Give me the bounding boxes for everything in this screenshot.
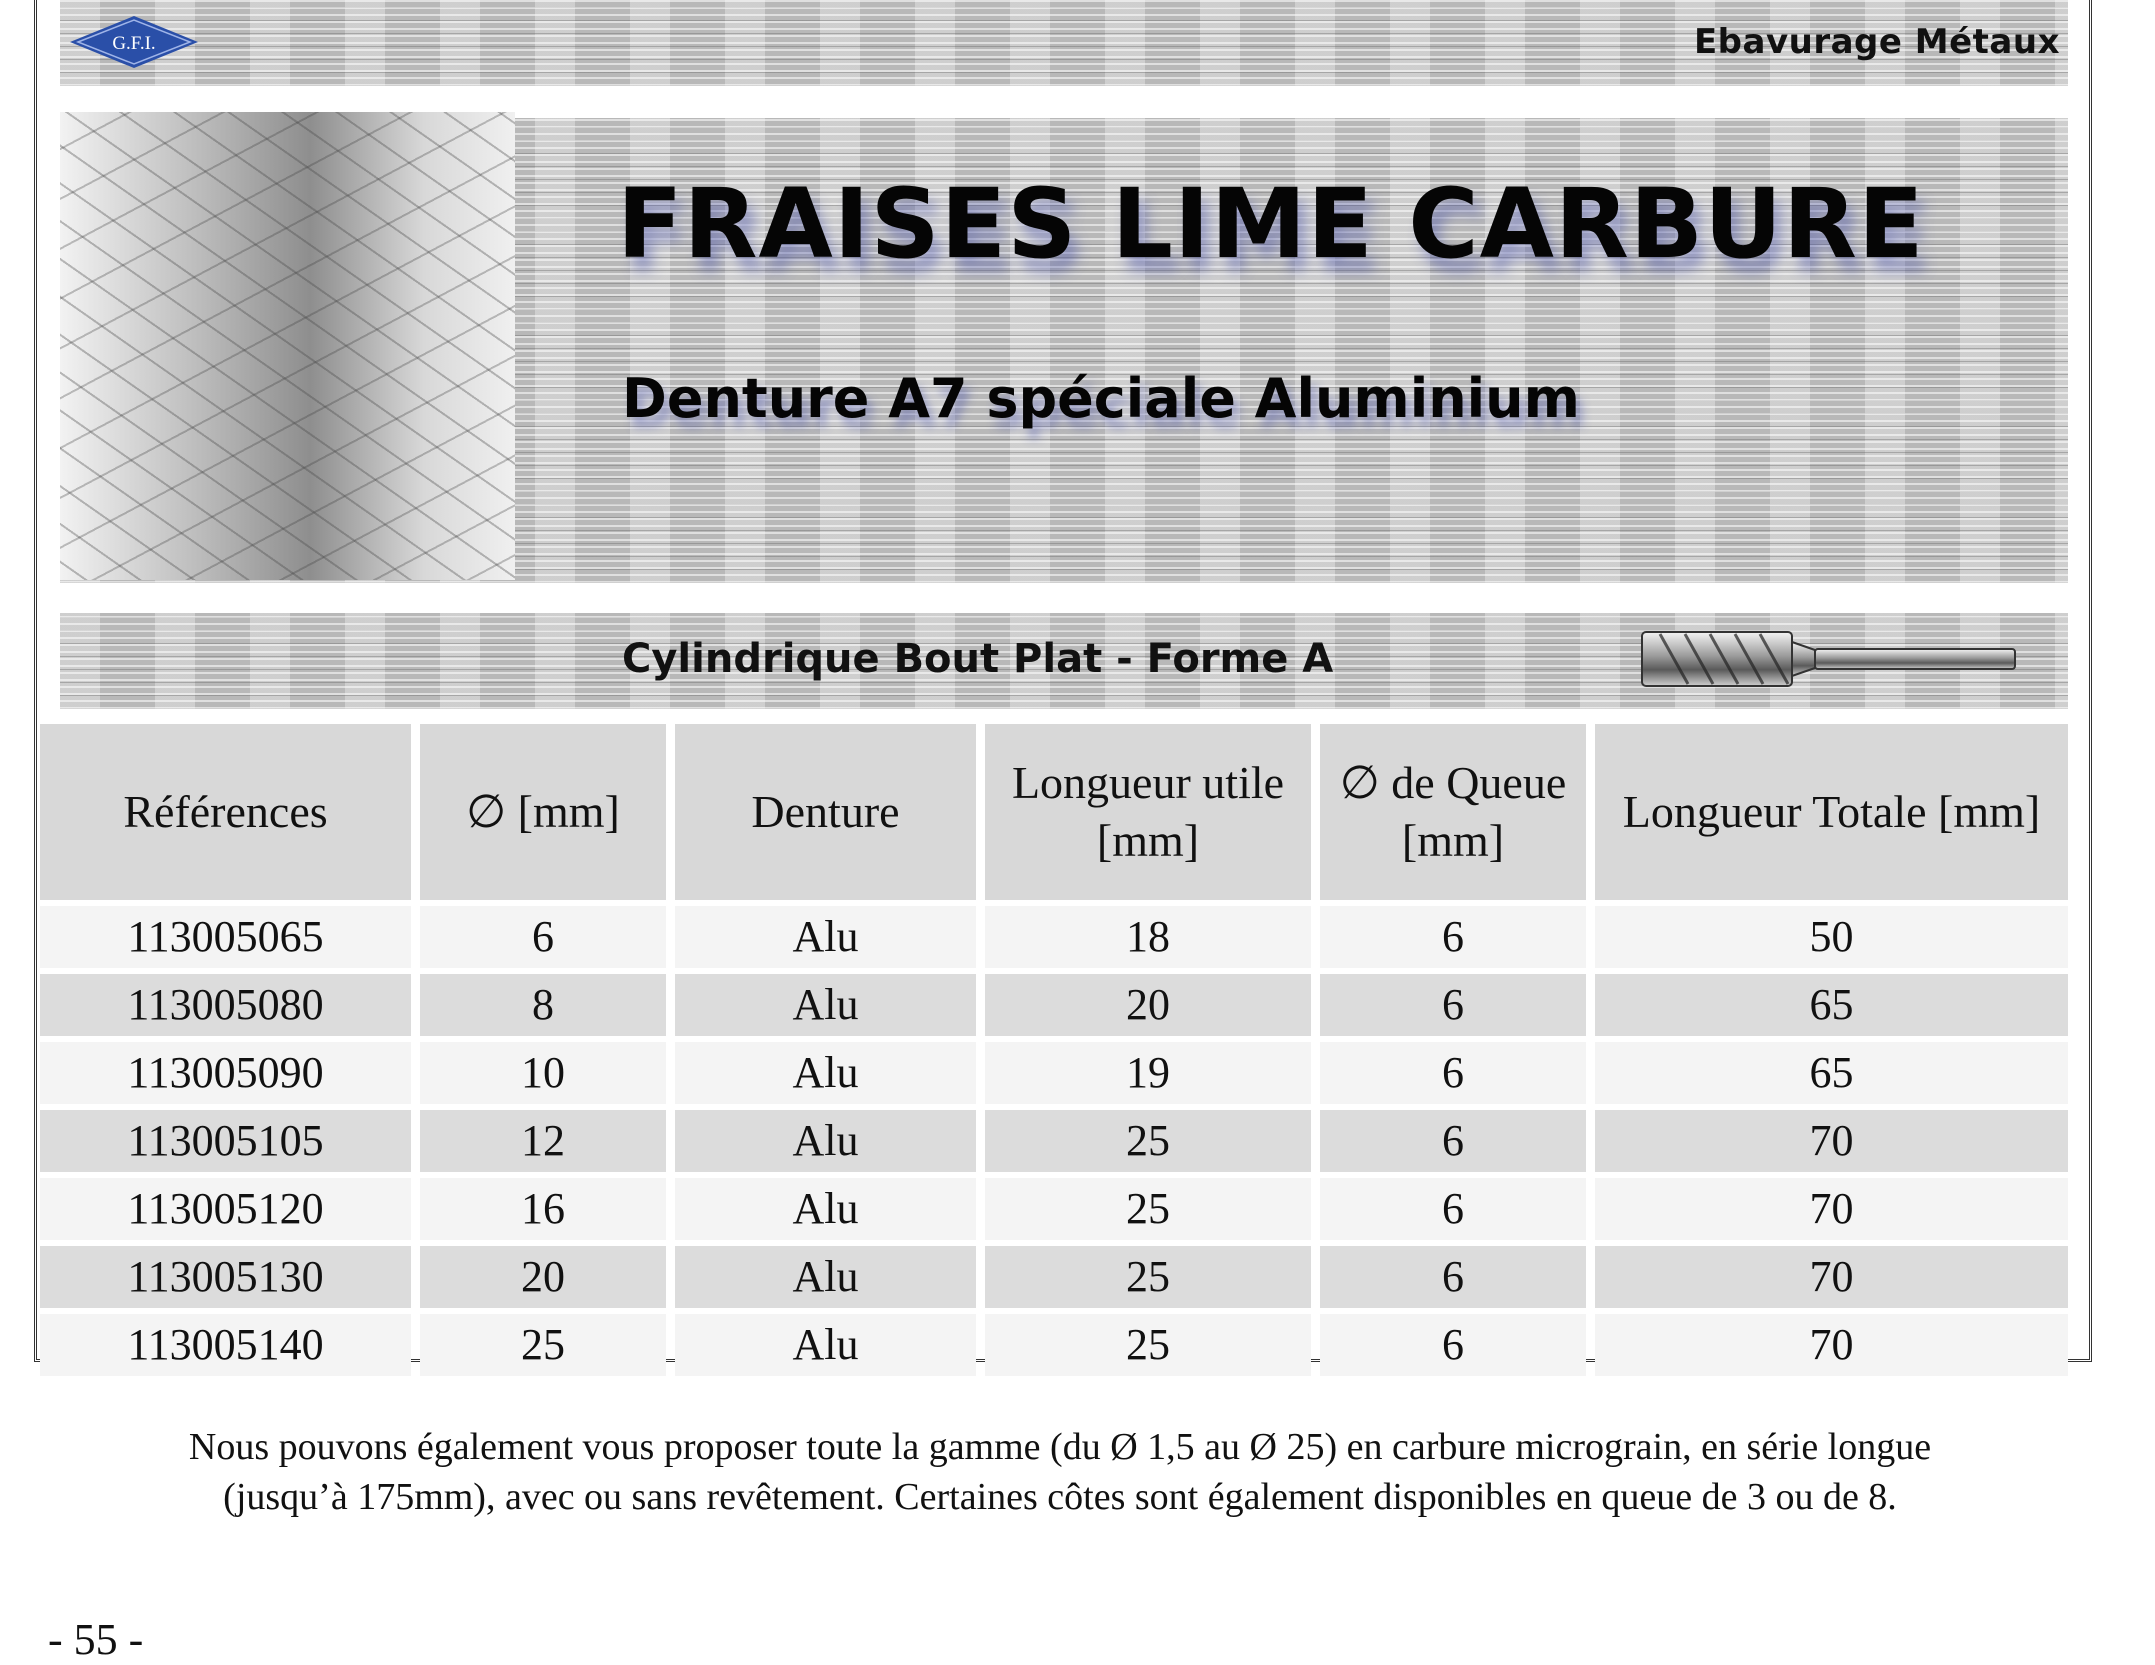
- cell-diameter: 8: [420, 974, 666, 1036]
- page-subtitle: Denture A7 spéciale Aluminium: [622, 367, 1580, 430]
- cell-denture: Alu: [675, 906, 976, 968]
- cell-denture: Alu: [675, 1246, 976, 1308]
- cell-useful-length: 25: [985, 1178, 1311, 1240]
- table-row: [40, 974, 2068, 1036]
- cell-reference: 113005080: [40, 974, 411, 1036]
- cell-shank-diameter: 6: [1320, 1178, 1586, 1240]
- cell-useful-length: 25: [985, 1110, 1311, 1172]
- range-note-line-2: (jusqu’à 175mm), avec ou sans revêtement. Certaines côtes sont également disponibles en queue de 3 ou de 8.: [223, 1476, 1897, 1518]
- cell-total-length: 50: [1595, 906, 2068, 968]
- table-row: [40, 1314, 2068, 1376]
- cell-useful-length: 25: [985, 1314, 1311, 1376]
- cell-reference: 113005130: [40, 1246, 411, 1308]
- cell-diameter: 16: [420, 1178, 666, 1240]
- cell-diameter: 20: [420, 1246, 666, 1308]
- cell-total-length: 70: [1595, 1246, 2068, 1308]
- range-note: [60, 1422, 2060, 1522]
- cell-total-length: 65: [1595, 974, 2068, 1036]
- cell-denture: Alu: [675, 1042, 976, 1104]
- table-row: [40, 906, 2068, 968]
- gfi-logo: [70, 16, 198, 68]
- cell-denture: Alu: [675, 1314, 976, 1376]
- cell-reference: 113005105: [40, 1110, 411, 1172]
- shape-label: Cylindrique Bout Plat - Forme A: [622, 636, 1334, 682]
- column-header-diameter: ∅ [mm]: [420, 724, 666, 900]
- cell-total-length: 65: [1595, 1042, 2068, 1104]
- cell-denture: Alu: [675, 974, 976, 1036]
- cell-total-length: 70: [1595, 1110, 2068, 1172]
- cell-diameter: 10: [420, 1042, 666, 1104]
- section-label: Ebavurage Métaux: [1693, 22, 2060, 62]
- table-row: [40, 1178, 2068, 1240]
- cell-shank-diameter: 6: [1320, 974, 1586, 1036]
- cell-reference: 113005120: [40, 1178, 411, 1240]
- cell-shank-diameter: 6: [1320, 1246, 1586, 1308]
- cell-useful-length: 25: [985, 1246, 1311, 1308]
- page-number: - 55 -: [48, 1615, 144, 1664]
- range-note-line-1: Nous pouvons également vous proposer toute la gamme (du Ø 1,5 au Ø 25) en carbure micrograin, en série longue: [188, 1426, 1932, 1468]
- column-header-shank-diameter: ∅ de Queue [mm]: [1320, 724, 1586, 900]
- cell-reference: 113005065: [40, 906, 411, 968]
- cell-total-length: 70: [1595, 1314, 2068, 1376]
- table-row: [40, 1042, 2068, 1104]
- cell-shank-diameter: 6: [1320, 906, 1586, 968]
- cell-total-length: 70: [1595, 1178, 2068, 1240]
- column-header-total-length: Longueur Totale [mm]: [1595, 724, 2068, 900]
- metal-texture-image: [60, 112, 515, 580]
- cell-useful-length: 18: [985, 906, 1311, 968]
- cell-diameter: 6: [420, 906, 666, 968]
- cell-shank-diameter: 6: [1320, 1110, 1586, 1172]
- page-title: FRAISES LIME CARBURE: [617, 168, 1925, 280]
- cylindrical-burr-icon: [1640, 628, 2018, 690]
- cell-reference: 113005140: [40, 1314, 411, 1376]
- cell-useful-length: 19: [985, 1042, 1311, 1104]
- table-header-row: [40, 724, 2068, 900]
- cell-denture: Alu: [675, 1110, 976, 1172]
- cell-diameter: 12: [420, 1110, 666, 1172]
- column-header-useful-length: Longueur utile [mm]: [985, 724, 1311, 900]
- product-table: [31, 718, 2077, 1382]
- logo-text: G.F.I.: [112, 33, 156, 54]
- table-row: [40, 1246, 2068, 1308]
- cell-shank-diameter: 6: [1320, 1042, 1586, 1104]
- table-row: [40, 1110, 2068, 1172]
- cell-diameter: 25: [420, 1314, 666, 1376]
- cell-denture: Alu: [675, 1178, 976, 1240]
- cell-shank-diameter: 6: [1320, 1314, 1586, 1376]
- cell-useful-length: 20: [985, 974, 1311, 1036]
- column-header-reference: Références: [40, 724, 411, 900]
- cell-reference: 113005090: [40, 1042, 411, 1104]
- column-header-denture: Denture: [675, 724, 976, 900]
